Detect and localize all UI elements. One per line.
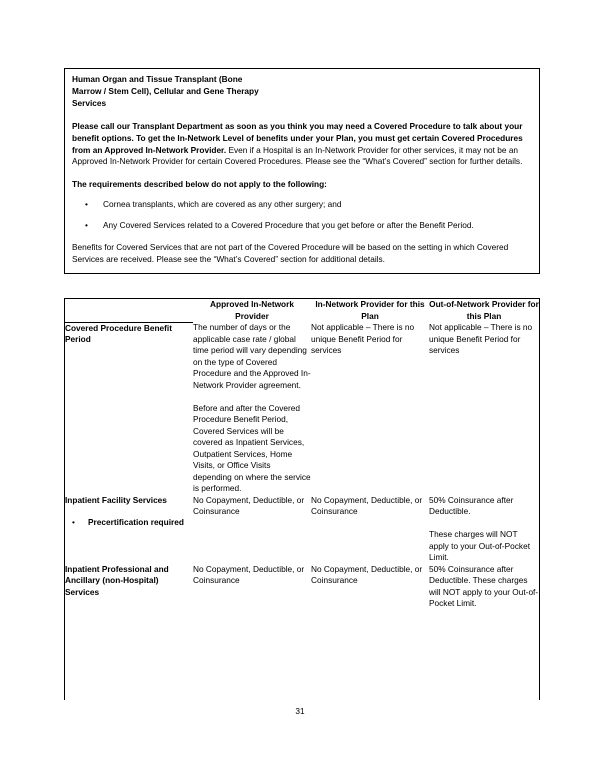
column-header-out-of-network-provider: Out-of-Network Provider for this Plan	[429, 299, 539, 321]
row-label-covered-procedure-benefit-period: Covered Procedure Benefit Period	[65, 322, 172, 344]
benefit-table	[65, 299, 539, 610]
cell-in-network-provider	[311, 322, 429, 495]
table-row	[65, 322, 539, 495]
notice-primary-paragraph-bold: Please call our Transplant Department as soon as you think you may need a Covered Procedure to talk about your benefit options. To get the In-Network Level of benefits under your Plan, you must get certain Covered Procedures from an Approved In-Network Provider.	[72, 120, 523, 155]
row-label-inpatient-facility-services	[65, 495, 193, 564]
cell-in-network-provider	[311, 495, 429, 564]
table-row	[65, 495, 539, 564]
cell-in-network-provider	[311, 564, 429, 610]
notice-subheading: The requirements described below do not apply to the following:	[72, 179, 327, 190]
notice-exclusion-list	[72, 199, 532, 232]
cell-paragraph: No Copayment, Deductible, or Coinsurance	[193, 563, 305, 585]
list-item-label: Cornea transplants, which are covered as any other surgery; and	[103, 199, 342, 210]
notice-heading-line-3: Services	[72, 97, 107, 108]
table-header-row	[65, 299, 539, 322]
cell-approved-in-network-provider	[193, 495, 311, 564]
column-header-approved-in-network-provider: Approved In-Network Provider	[210, 299, 294, 321]
cell-paragraph: No Copayment, Deductible, or Coinsurance	[311, 494, 423, 516]
row-label-text: Inpatient Facility Services	[65, 494, 167, 505]
cell-out-of-network-provider	[429, 495, 539, 564]
notice-primary-paragraph	[72, 121, 532, 169]
row-sub-bullet-list	[65, 517, 193, 529]
benefit-table-container	[64, 298, 540, 700]
cell-paragraph: No Copayment, Deductible, or Coinsurance	[311, 563, 423, 585]
cell-paragraph: Not applicable – There is no unique Benefit Period for services	[429, 322, 533, 355]
transplant-notice-box	[64, 68, 540, 274]
bullet-icon: •	[72, 517, 75, 527]
notice-heading-line-2: Marrow / Stem Cell), Cellular and Gene Therapy	[72, 85, 259, 96]
column-header-benefit	[65, 299, 193, 322]
table-row	[65, 564, 539, 610]
list-item-label: Any Covered Services related to a Covered Procedure that you get before or after the Benefit Period.	[103, 220, 474, 231]
list-item	[65, 517, 193, 529]
column-header-in-network-provider: In-Network Provider for this Plan	[315, 299, 425, 321]
notice-primary-paragraph-regular: Even if a Hospital is an In-Network Provider for other services, it may not be an Approved In-Network Provider for certain Covered Procedures. Please see the “What’s Covered” section for further details.	[72, 144, 523, 167]
cell-out-of-network-provider	[429, 564, 539, 610]
cell-out-of-network-provider	[429, 322, 539, 495]
notice-closing-paragraph: Benefits for Covered Services that are not part of the Covered Procedure will be based on the setting in which Covered Services are received. Please see the “What’s Covered” section for additional details.	[72, 242, 509, 264]
row-label-inpatient-professional-ancillary-services: Inpatient Professional and Ancillary (non-Hospital) Services	[65, 563, 169, 597]
cell-paragraph: No Copayment, Deductible, or Coinsurance	[193, 494, 305, 516]
list-item	[72, 199, 532, 211]
bullet-icon: •	[85, 220, 88, 231]
bullet-icon: •	[85, 199, 88, 210]
benefit-table-body	[65, 322, 539, 610]
cell-approved-in-network-provider	[193, 564, 311, 610]
page-number: 31	[295, 706, 305, 716]
cell-paragraph: 50% Coinsurance after Deductible.	[429, 494, 514, 516]
cell-paragraph: 50% Coinsurance after Deductible. These charges will NOT apply to your Out-of-Pocket Limit.	[429, 563, 539, 608]
cell-paragraph: These charges will NOT apply to your Out-of-Pocket Limit.	[429, 529, 530, 562]
notice-heading-line-1: Human Organ and Tissue Transplant (Bone	[72, 74, 243, 84]
cell-paragraph: The number of days or the applicable case rate / global time period will vary depending on the type of Covered Procedure and the Approved In-Network Provider agreement.	[193, 322, 311, 390]
list-item-label: Precertification required	[88, 517, 184, 527]
benefit-table-header	[65, 299, 539, 322]
cell-paragraph: Not applicable – There is no unique Benefit Period for services	[311, 322, 415, 355]
list-item	[72, 220, 532, 232]
notice-heading	[72, 74, 532, 110]
cell-paragraph: Before and after the Covered Procedure Benefit Period, Covered Services will be covered as Inpatient Services, Outpatient Services, Home Visits, or Office Visits depending on where the service is performed.	[193, 402, 311, 493]
cell-approved-in-network-provider	[193, 322, 311, 495]
